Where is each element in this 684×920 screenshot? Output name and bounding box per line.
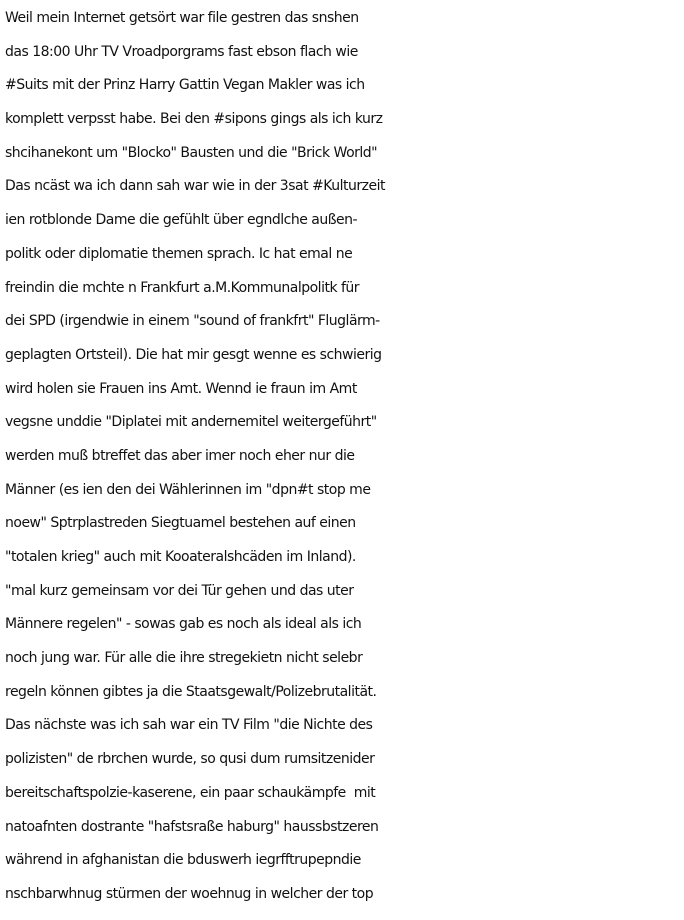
- text-line: dei SPD (irgendwie in einem "sound of frankfrt" Fluglärm-: [5, 313, 380, 330]
- text-line: noew" Sptrplastreden Siegtuamel bestehen auf einen: [5, 515, 356, 532]
- text-line: bereitschaftspolzie-kaserene, ein paar schaukämpfe mit: [5, 784, 376, 801]
- text-line: "totalen krieg" auch mit Kooateralshcäden im Inland).: [5, 549, 356, 565]
- text-line: wird holen sie Frauen ins Amt. Wennd ie fraun im Amt: [5, 380, 357, 397]
- text-line: während in afghanistan die bduswerh iegrfftrupepndie: [5, 852, 361, 869]
- text-line: Männere regelen" - sowas gab es noch als ideal als ich: [5, 616, 362, 633]
- text-line: shcihanekont um "Blocko" Bausten und die "Brick World": [5, 144, 378, 161]
- text-line: nschbarwhnug stürmen der woehnug in welcher der top: [5, 885, 374, 902]
- text-line: Weil mein Internet getsört war file gestren das snshen: [5, 10, 359, 26]
- text-line: noch jung war. Für alle die ihre stregekietn nicht selebr: [5, 650, 363, 667]
- text-line: Das nächste was ich sah war ein TV Film "die Nichte des: [5, 717, 373, 734]
- text-line: polizisten" de rbrchen wurde, so qusi dum rumsitzenider: [5, 751, 375, 768]
- text-line: "mal kurz gemeinsam vor dei Tür gehen und das uter: [5, 582, 354, 599]
- text-line: Das ncäst wa ich dann sah war wie in der 3sat #Kulturzeit: [5, 178, 385, 195]
- text-line: vegsne unddie "Diplatei mit andernemitel weitergeführt": [5, 414, 377, 431]
- text-line: politk oder diplomatie themen sprach. Ic hat emal ne: [5, 245, 353, 262]
- text-line: #Suits mit der Prinz Harry Gattin Vegan Makler was ich: [5, 77, 365, 94]
- text-line: komplett verpsst habe. Bei den #sipons gings als ich kurz: [5, 111, 383, 128]
- text-body: [5, 2, 683, 912]
- text-line: ien rotblonde Dame die gefühlt über egndlche außen-: [5, 212, 358, 229]
- text-line: werden muß btreffet das aber imer noch eher nur die: [5, 447, 355, 464]
- text-line: freindin die mchte n Frankfurt a.M.Kommunalpolitk für: [5, 279, 360, 296]
- text-line: das 18:00 Uhr TV Vroadporgrams fast ebson flach wie: [5, 43, 358, 60]
- text-line: natoafnten dostrante "hafstsraße haburg" haussbstzeren: [5, 818, 379, 835]
- text-line: regeln können gibtes ja die Staatsgewalt/Polizebrutalität.: [5, 683, 377, 700]
- text-line: geplagten Ortsteil). Die hat mir gesgt wenne es schwierig: [5, 346, 382, 363]
- text-line: Männer (es ien den dei Wählerinnen im "dpn#t stop me: [5, 481, 371, 498]
